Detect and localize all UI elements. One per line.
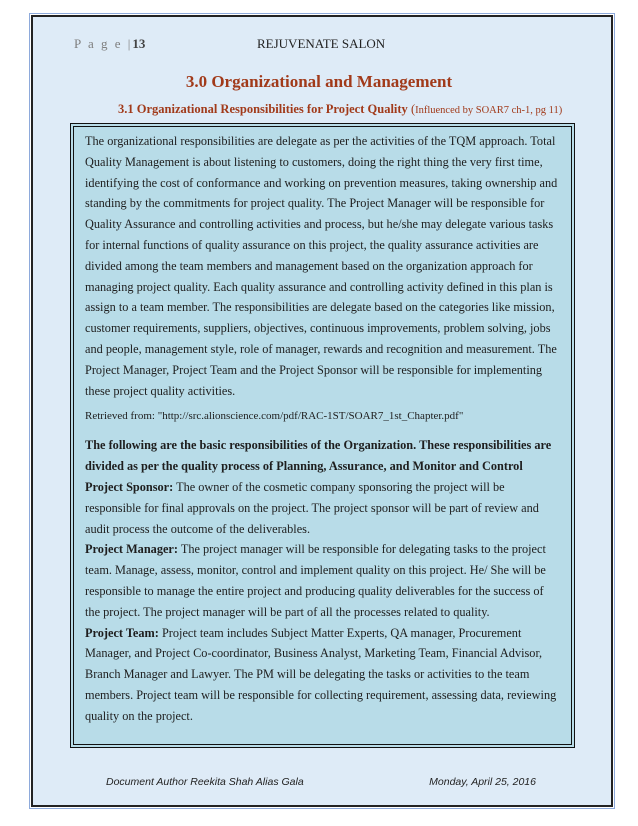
subsection-paren: ( <box>407 102 416 116</box>
content-box <box>70 123 575 748</box>
document-title: REJUVENATE SALON <box>257 36 386 51</box>
manager-label: Project Manager: <box>85 542 178 557</box>
manager-text: The project manager will be responsible for delegating tasks to the project team. Manage, assess, monitor, control and implement quality on this project. He/ She will be responsible to manage the entire project and producing quality deliverables for the success of the project. The project manager will be part of all the processes related to quality. <box>85 542 546 619</box>
sponsor-paragraph <box>85 477 561 539</box>
basic-responsibilities-heading: The following are the basic responsibilities of the Organization. These responsibilities are divided as per the quality process of Planning, Assurance, and Monitor and Control <box>85 438 552 474</box>
team-paragraph <box>85 623 561 727</box>
intro-paragraph: The organizational responsibilities are delegate as per the activities of the TQM approach. Total Quality Management is about listening to customers, doing the right thing the very first time, identifying the cost of conformance and working on prevention measures, taking ownership and standing by the commitments for project quality. The Project Manager will be responsible for Quality Assurance and controlling activities and process, but he/she may delegate various tasks for internal functions of quality assurance on this project, the quality assurance activities are divided among the team members and management based on the organization approach for managing project quality. Each quality assurance and controlling activity defined in this plan is assign to a team member. The responsibilities are delegate based on the categories like mission, customer requirements, suppliers, objectives, continuous improvements, problem solving, jobs and people, management style, role of manager, rewards and recognition and measurement. The Project Manager, Project Team and the Project Sponsor will be responsible for implementing these project quality activities. <box>85 134 558 398</box>
subsection-note: Influenced by SOAR7 ch-1, pg 11) <box>415 105 563 116</box>
manager-paragraph <box>85 539 561 622</box>
sponsor-text: The owner of the cosmetic company sponsoring the project will be responsible for final approvals on the project. The project sponsor will be part of review and audit process the outcome of the deliverables. <box>85 479 539 536</box>
page-number-label <box>74 36 145 52</box>
subsection-heading <box>118 102 588 117</box>
subsection-title: 3.1 Organizational Responsibilities for Project Quality <box>118 102 408 116</box>
footer-date: Monday, April 25, 2016 <box>429 776 536 788</box>
team-text: Project team includes Subject Matter Experts, QA manager, Procurement Manager, and Project Co-coordinator, Business Analyst, Marketing Team, Financial Advisor, Branch Manager and Lawyer. The PM will be delegating the tasks or activities to the team members. Project team will be responsible for collecting requirement, assessing data, reviewing quality on the project. <box>85 625 557 723</box>
page-prefix: P a g e | <box>74 36 133 51</box>
footer-author: Document Author Reekita Shah Alias Gala <box>106 776 304 788</box>
sponsor-label: Project Sponsor: <box>85 479 174 494</box>
page-number: 13 <box>132 36 146 51</box>
section-title: 3.0 Organizational and Management <box>185 72 453 91</box>
retrieved-citation: Retrieved from: "http://src.alionscience.com/pdf/RAC-1ST/SOAR7_1st_Chapter.pdf" <box>85 410 464 423</box>
team-label: Project Team: <box>85 625 159 640</box>
